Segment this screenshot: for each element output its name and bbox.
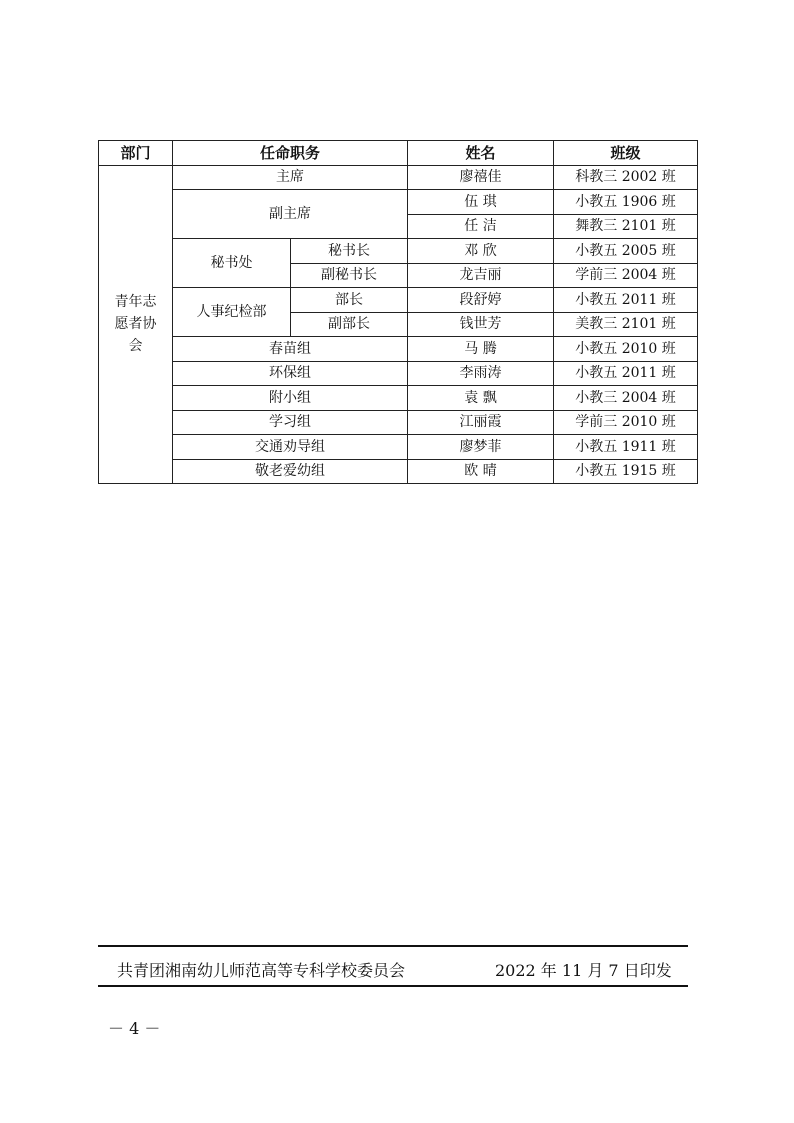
appointment-table xyxy=(98,140,698,484)
position-cell: 交通劝导组 xyxy=(173,435,408,460)
table-row xyxy=(99,190,698,215)
role-cell: 秘书长 xyxy=(291,239,408,264)
table-row xyxy=(99,337,698,362)
name-cell: 李雨涛 xyxy=(408,361,554,386)
footer-top-rule xyxy=(98,945,688,947)
table-row xyxy=(99,435,698,460)
position-cell: 附小组 xyxy=(173,386,408,411)
class-cell: 小教五 1906 班 xyxy=(554,190,698,215)
unit-cell: 人事纪检部 xyxy=(173,288,291,337)
role-cell: 副秘书长 xyxy=(291,263,408,288)
position-cell: 环保组 xyxy=(173,361,408,386)
class-cell: 小教五 1911 班 xyxy=(554,435,698,460)
class-cell: 小教五 1915 班 xyxy=(554,459,698,484)
class-cell: 小教五 2011 班 xyxy=(554,361,698,386)
table-header-row xyxy=(99,141,698,166)
name-cell: 任 洁 xyxy=(408,214,554,239)
class-cell: 小教三 2004 班 xyxy=(554,386,698,411)
class-cell: 小教五 2011 班 xyxy=(554,288,698,313)
position-cell: 春苗组 xyxy=(173,337,408,362)
role-cell: 部长 xyxy=(291,288,408,313)
table-row xyxy=(99,459,698,484)
position-cell: 敬老爱幼组 xyxy=(173,459,408,484)
name-cell: 龙吉丽 xyxy=(408,263,554,288)
name-cell: 伍 琪 xyxy=(408,190,554,215)
footer-issue-date: 2022 年 11 月 7 日印发 xyxy=(495,961,672,980)
class-cell: 舞教三 2101 班 xyxy=(554,214,698,239)
name-cell: 邓 欣 xyxy=(408,239,554,264)
position-cell: 主席 xyxy=(173,165,408,190)
name-cell: 马 腾 xyxy=(408,337,554,362)
name-cell: 廖禧佳 xyxy=(408,165,554,190)
header-class: 班级 xyxy=(554,141,698,166)
role-cell: 副部长 xyxy=(291,312,408,337)
table-row xyxy=(99,386,698,411)
position-cell: 副主席 xyxy=(173,190,408,239)
unit-cell: 秘书处 xyxy=(173,239,291,288)
name-cell: 欧 晴 xyxy=(408,459,554,484)
class-cell: 学前三 2004 班 xyxy=(554,263,698,288)
name-cell: 钱世芳 xyxy=(408,312,554,337)
name-cell: 廖梦菲 xyxy=(408,435,554,460)
class-cell: 美教三 2101 班 xyxy=(554,312,698,337)
footer-organization: 共青团湘南幼儿师范高等专科学校委员会 xyxy=(117,961,406,980)
table-row xyxy=(99,239,698,264)
class-cell: 学前三 2010 班 xyxy=(554,410,698,435)
position-cell: 学习组 xyxy=(173,410,408,435)
page-number: － 4 － xyxy=(108,1019,161,1038)
header-name: 姓名 xyxy=(408,141,554,166)
table-row xyxy=(99,361,698,386)
department-cell xyxy=(99,165,173,484)
department-label: 青年志愿者协会 xyxy=(114,294,157,355)
table-row xyxy=(99,288,698,313)
name-cell: 江丽霞 xyxy=(408,410,554,435)
class-cell: 小教五 2010 班 xyxy=(554,337,698,362)
name-cell: 袁 飘 xyxy=(408,386,554,411)
table-row xyxy=(99,165,698,190)
name-cell: 段舒婷 xyxy=(408,288,554,313)
header-position: 任命职务 xyxy=(173,141,408,166)
header-dept: 部门 xyxy=(99,141,173,166)
footer-bottom-rule xyxy=(98,985,688,987)
class-cell: 科教三 2002 班 xyxy=(554,165,698,190)
table-row xyxy=(99,410,698,435)
class-cell: 小教五 2005 班 xyxy=(554,239,698,264)
